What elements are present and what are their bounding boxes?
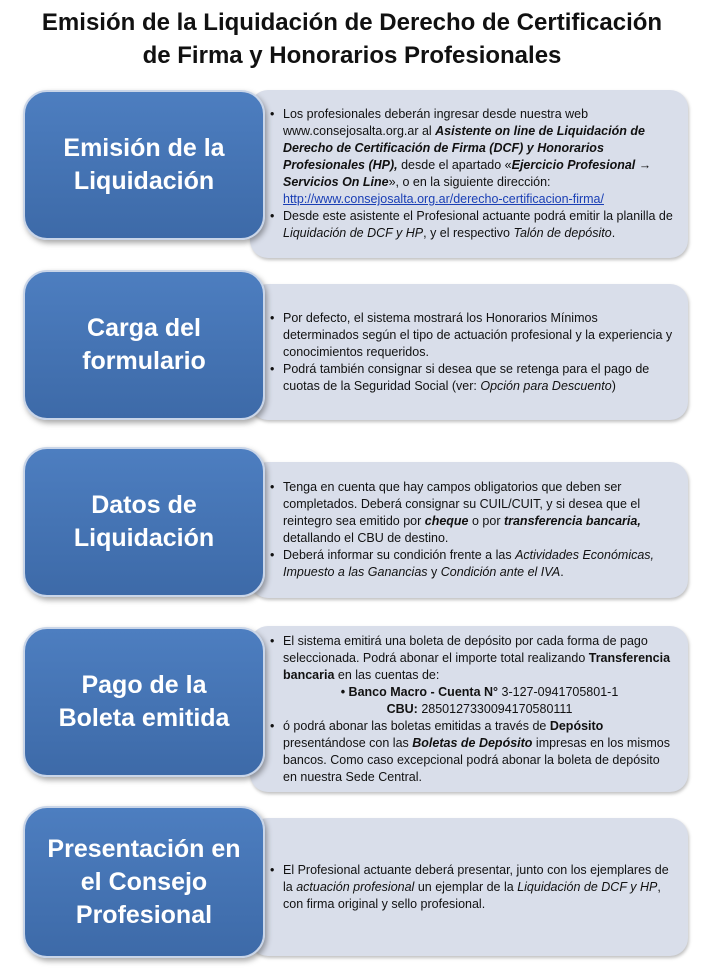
step-1-bullet-2: • Desde este asistente el Profesional actuante podrá emitir la planilla de Liquidación de DCF y HP, y el respectivo Talón de depósito. — [270, 208, 676, 242]
page-title — [0, 6, 704, 72]
step-1-label-line-1: Emisión de la — [63, 134, 225, 162]
step-5-bullet-list — [270, 862, 676, 913]
step-5-label-line-1: Presentación en — [47, 834, 241, 863]
step-4-details — [250, 626, 688, 792]
step-2-details — [250, 284, 688, 420]
step-4-bullet-2: • ó podrá abonar las boletas emitidas a través de Depósito presentándose con las Boletas de Depósito impresas en los mismos bancos. Como caso excepcional podrá abonar la boleta de depósito en nuestra Sede Central. — [270, 718, 676, 786]
step-1-bullet-1: • Los profesionales deberán ingresar desde nuestra web www.consejosalta.org.ar al Asistente on line de Liquidación de Derecho de Certificación de Firma (DCF) y Honorarios Profesionales (HP), desde el apartado «Ejercicio Profesional → Servicios On Line», o en la siguiente dirección: http://www.consejosalta.org.ar/derecho-certificacion-firma/ — [270, 106, 676, 208]
step-5-label-line-3: Profesional — [75, 900, 213, 929]
step-2-bullet-list — [270, 310, 676, 395]
page-title-line-1: Emisión de la Liquidación de Derecho de Certificación — [41, 9, 663, 36]
step-3-bullet-2: • Deberá informar su condición frente a las Actividades Económicas, Impuesto a las Ganancias y Condición ante el IVA. — [270, 547, 676, 581]
step-4-label-line-2: Boleta emitida — [58, 704, 230, 732]
bank-account-number: 3-127-0941705801-1 — [501, 684, 619, 699]
step-3-bullet-list — [270, 479, 676, 581]
step-5-label-box — [23, 806, 265, 958]
step-5-details — [250, 818, 688, 956]
step-3-details — [250, 462, 688, 598]
step-4-label-box — [23, 627, 265, 777]
step-2-bullet-2: • Podrá también consignar si desea que se retenga para el pago de cuotas de la Seguridad Social (ver: Opción para Descuento) — [270, 361, 676, 395]
step-4-label-line-1: Pago de la — [81, 671, 207, 699]
step-3-label-box — [23, 447, 265, 597]
step-5-bullet-1: • El Profesional actuante deberá presentar, junto con los ejemplares de la actuación profesional un ejemplar de la Liquidación de DCF y HP, con firma original y sello profesional. — [270, 862, 676, 913]
certification-link[interactable]: http://www.consejosalta.org.ar/derecho-certificacion-firma/ — [283, 192, 604, 206]
page-title-line-2: de Firma y Honorarios Profesionales — [142, 42, 562, 69]
bank-cbu-number: 2850127330094170580111 — [421, 701, 573, 716]
step-2-bullet-1: • Por defecto, el sistema mostrará los Honorarios Mínimos determinados según el tipo de actuación profesional y la experiencia y conocimientos requeridos. — [270, 310, 676, 361]
step-2-label-line-2: formulario — [82, 347, 206, 375]
step-5-label-line-2: el Consejo — [80, 867, 208, 896]
step-4-bullet-list — [270, 633, 676, 786]
step-4-bullet-1: • El sistema emitirá una boleta de depósito por cada forma de pago seleccionada. Podrá abonar el importe total realizando Transferencia bancaria en las cuentas de: • Banco Macro - Cuenta N° 3-127-0941705801-1 CBU: 2850127330094170580111 — [270, 633, 676, 718]
step-1-label-box — [23, 90, 265, 240]
step-3-label-line-2: Liquidación — [73, 524, 215, 552]
step-2-label-line-1: Carga del — [87, 314, 201, 342]
step-3-label-line-1: Datos de — [91, 491, 197, 519]
step-1-bullet-list — [270, 106, 676, 242]
bank-cbu-line: CBU: 2850127330094170580111 — [386, 701, 573, 716]
step-1-label-line-2: Liquidación — [73, 167, 215, 195]
bank-account-line: • Banco Macro - Cuenta N° 3-127-0941705801-1 — [340, 684, 619, 699]
step-1-details — [250, 90, 688, 258]
step-2-label-box — [23, 270, 265, 420]
step-3-bullet-1: • Tenga en cuenta que hay campos obligatorios que deben ser completados. Deberá consignar su CUIL/CUIT, y si desea que el reintegro sea emitido por cheque o por transferencia bancaria, detallando el CBU de destino. — [270, 479, 676, 547]
